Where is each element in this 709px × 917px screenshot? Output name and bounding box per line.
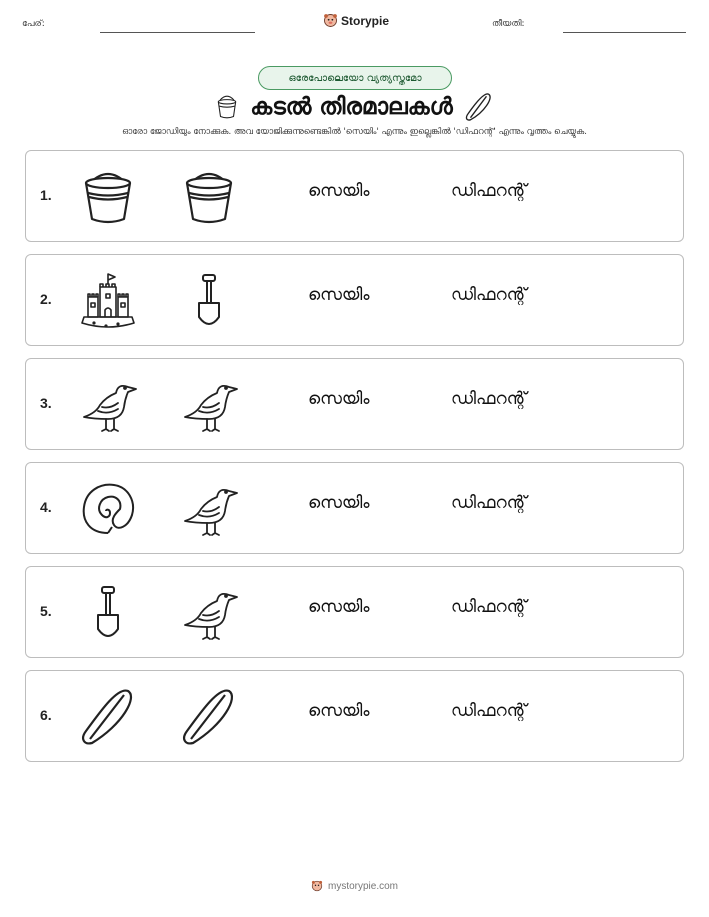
- question-row: [25, 254, 684, 346]
- name-line[interactable]: [100, 32, 255, 33]
- bucket-icon: [78, 167, 138, 227]
- same-option[interactable]: സെയിം: [308, 389, 370, 409]
- bucket-icon: [214, 94, 240, 120]
- question-number: 6.: [40, 707, 52, 723]
- same-option[interactable]: സെയിം: [308, 701, 370, 721]
- surfboard-icon: [463, 91, 495, 123]
- different-option[interactable]: ഡിഫറന്റ്: [451, 597, 527, 617]
- storypie-mascot-icon: [323, 13, 338, 28]
- instructions: ഓരോ ജോഡിയും നോക്കുക. അവ യോജിക്കുന്നുണ്ടെങ്കിൽ 'സെയിം' എന്നും ഇല്ലെങ്കിൽ 'ഡിഫറന്റ്' എന്നും വൃത്തം ചെയ്യുക.: [122, 127, 587, 137]
- name-label: പേര്:: [22, 19, 45, 29]
- different-option[interactable]: ഡിഫറന്റ്: [451, 389, 527, 409]
- footer-url: mystorypie.com: [327, 880, 398, 892]
- brand-logo: [323, 13, 389, 28]
- question-number: 2.: [40, 291, 52, 307]
- question-row: [25, 358, 684, 450]
- seagull-icon: [78, 375, 138, 435]
- different-option[interactable]: ഡിഫറന്റ്: [451, 493, 527, 513]
- same-option[interactable]: സെയിം: [308, 181, 370, 201]
- title-row: [0, 90, 709, 124]
- shovel-icon: [78, 583, 138, 643]
- surfboard-icon: [179, 687, 239, 747]
- storypie-mascot-icon: [311, 880, 323, 892]
- question-number: 1.: [40, 187, 52, 203]
- question-number: 5.: [40, 603, 52, 619]
- question-number: 3.: [40, 395, 52, 411]
- sandcastle-icon: [78, 271, 138, 331]
- same-option[interactable]: സെയിം: [308, 285, 370, 305]
- same-option[interactable]: സെയിം: [308, 493, 370, 513]
- different-option[interactable]: ഡിഫറന്റ്: [451, 701, 527, 721]
- footer: [0, 880, 709, 892]
- seagull-icon: [179, 479, 239, 539]
- date-line[interactable]: [563, 32, 686, 33]
- page-title: കടൽ തിരമാലകൾ: [250, 94, 453, 120]
- date-label: തീയതി:: [492, 19, 525, 29]
- different-option[interactable]: ഡിഫറന്റ്: [451, 181, 527, 201]
- brand-name: Storypie: [341, 13, 390, 28]
- seashell-icon: [78, 479, 138, 539]
- seagull-icon: [179, 583, 239, 643]
- surfboard-icon: [78, 687, 138, 747]
- question-row: [25, 670, 684, 762]
- question-row: [25, 566, 684, 658]
- seagull-icon: [179, 375, 239, 435]
- question-number: 4.: [40, 499, 52, 515]
- worksheet-type-badge: ഒരേപോലെയോ വ്യത്യസ്തമോ: [258, 66, 452, 90]
- same-option[interactable]: സെയിം: [308, 597, 370, 617]
- bucket-icon: [179, 167, 239, 227]
- shovel-icon: [179, 271, 239, 331]
- question-row: [25, 462, 684, 554]
- different-option[interactable]: ഡിഫറന്റ്: [451, 285, 527, 305]
- question-row: [25, 150, 684, 242]
